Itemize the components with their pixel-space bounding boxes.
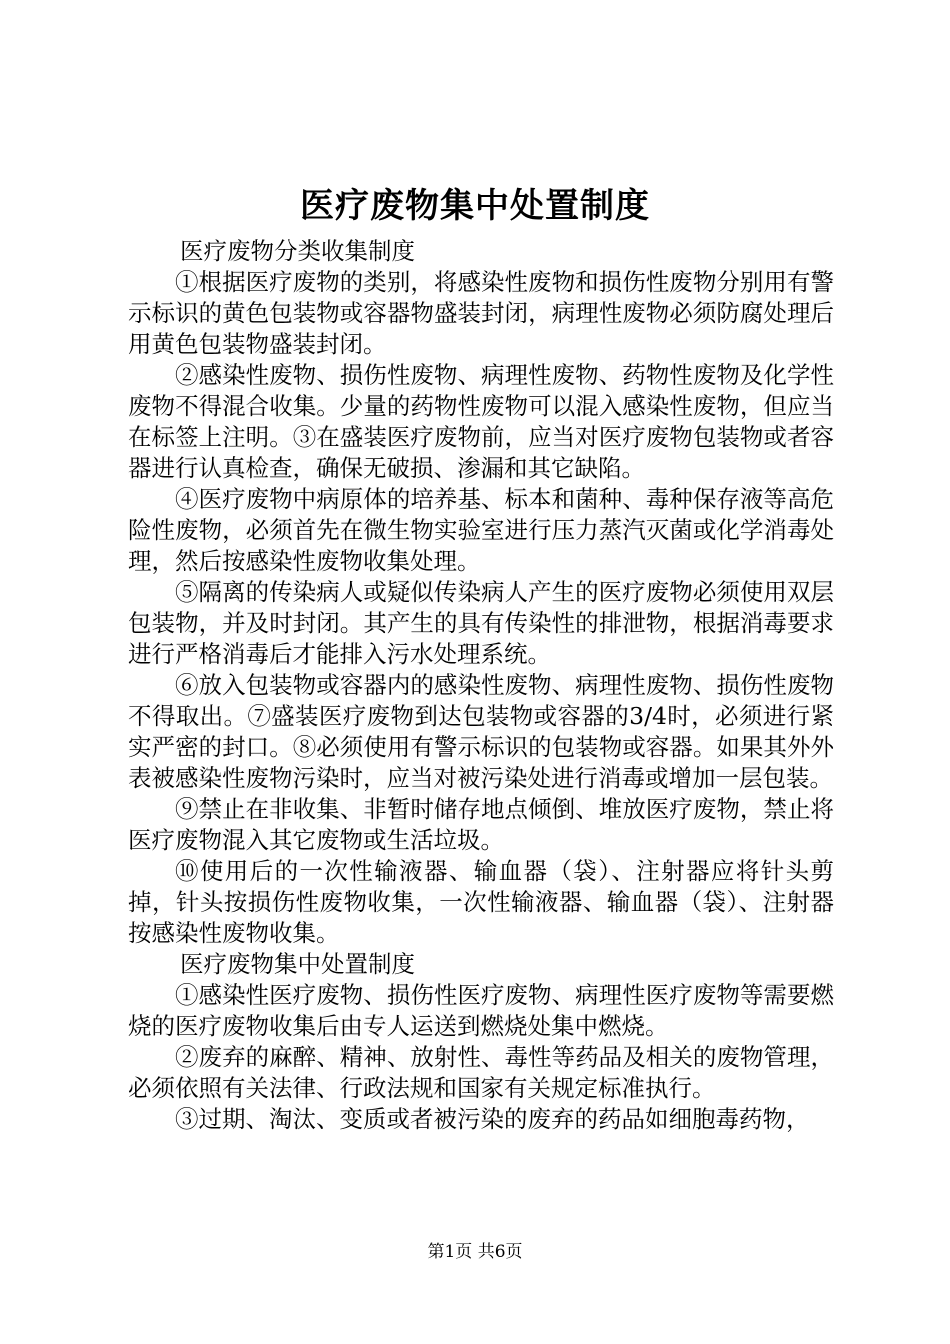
paragraph-6: ⑥放入包装物或容器内的感染性废物、病理性废物、损伤性废物不得取出。⑦盛装医疗废物到达包装物或容器的3/4时，必须进行紧实严密的封口。⑧必须使用有警示标识的包装物或容器。如果其外外表被感染性废物污染时，应当对被污染处进行消毒或增加一层包装。 xyxy=(128,671,834,792)
document-title: 医疗废物集中处置制度 xyxy=(300,186,650,226)
paragraph-10: ⑩使用后的一次性输液器、输血器（袋）、注射器应将针头剪掉，针头按损伤性废物收集，一次性输液器、输血器（袋）、注射器按感染性废物收集。 xyxy=(128,857,834,947)
disposal-paragraph-1: ①感染性医疗废物、损伤性医疗废物、病理性医疗废物等需要燃烧的医疗废物收集后由专人运送到燃烧处集中燃烧。 xyxy=(128,981,834,1040)
section-heading-classification: 医疗废物分类收集制度 xyxy=(180,237,415,265)
disposal-paragraph-2: ②废弃的麻醉、精神、放射性、毒性等药品及相关的废物管理，必须依照有关法律、行政法规和国家有关规定标准执行。 xyxy=(128,1043,834,1102)
page-footer: 第1页 共6页 xyxy=(427,1242,523,1262)
paragraph-1: ①根据医疗废物的类别，将感染性废物和损伤性废物分别用有警示标识的黄色包装物或容器物盛装封闭，病理性废物必须防腐处理后用黄色包装物盛装封闭。 xyxy=(128,268,834,358)
paragraph-9: ⑨禁止在非收集、非暂时储存地点倾倒、堆放医疗废物，禁止将医疗废物混入其它废物或生活垃圾。 xyxy=(128,795,834,854)
paragraph-4: ④医疗废物中病原体的培养基、标本和菌种、毒种保存液等高危险性废物，必须首先在微生物实验室进行压力蒸汽灭菌或化学消毒处理，然后按感染性废物收集处理。 xyxy=(128,485,834,575)
section-heading-disposal: 医疗废物集中处置制度 xyxy=(180,950,415,978)
disposal-paragraph-3: ③过期、淘汰、变质或者被污染的废弃的药品如细胞毒药物， xyxy=(175,1105,810,1133)
paragraph-5: ⑤隔离的传染病人或疑似传染病人产生的医疗废物必须使用双层包装物，并及时封闭。其产生的具有传染性的排泄物，根据消毒要求进行严格消毒后才能排入污水处理系统。 xyxy=(128,578,834,668)
paragraph-2: ②感染性废物、损伤性废物、病理性废物、药物性废物及化学性废物不得混合收集。少量的药物性废物可以混入感染性废物，但应当在标签上注明。③在盛装医疗废物前，应当对医疗废物包装物或者容器进行认真检查，确保无破损、渗漏和其它缺陷。 xyxy=(128,361,834,482)
document-body xyxy=(128,236,834,1135)
